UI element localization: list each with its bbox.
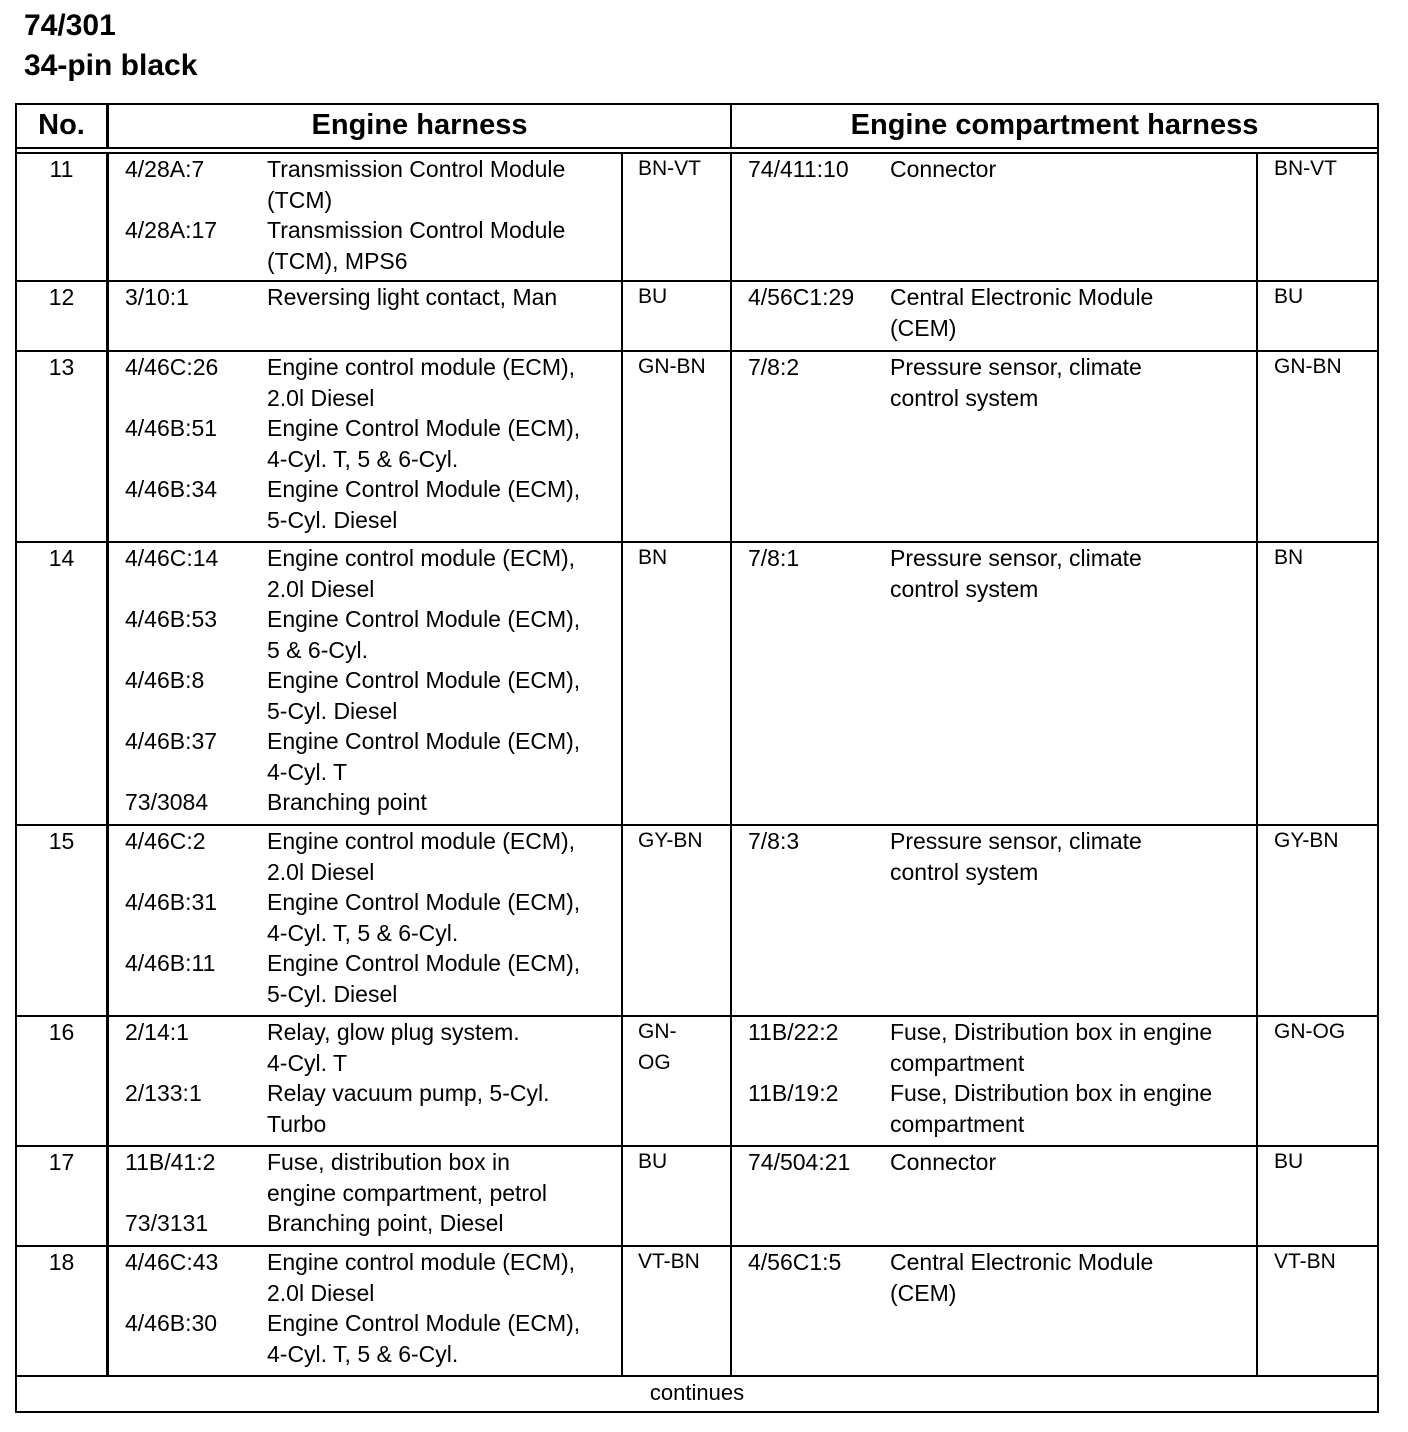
connection-code: 11B/41:2 [125,1149,216,1175]
pin-number: 13 [17,352,109,541]
connection-entry [125,413,621,474]
table-row [17,543,1377,826]
compartment-wire-color: VT-BN [1274,1250,1336,1273]
connection-description: Engine Control Module (ECM), 4-Cyl. T, 5 & 6-Cyl. [267,415,581,472]
compartment-harness-cell [732,1147,1377,1245]
compartment-wire-color: GY-BN [1274,829,1339,852]
connection-entry [125,154,621,215]
connection-description: Engine control module (ECM), 2.0l Diesel [267,354,576,411]
connection-entry [748,1247,1256,1308]
engine-wire-color: BU [638,1150,668,1173]
connection-description: Pressure sensor, climate control system [890,545,1142,602]
compartment-wire-color: BN [1274,546,1304,569]
compartment-harness-cell [732,1247,1377,1375]
connection-description: Reversing light contact, Man [267,284,558,310]
connection-description: Pressure sensor, climate control system [890,354,1142,411]
compartment-connections [732,1147,1258,1245]
connection-entry [125,1247,621,1308]
connection-code: 7/8:3 [748,828,800,854]
connection-code: 4/46B:53 [125,606,218,632]
table-footer: continues [649,1380,745,1405]
engine-harness-cell [109,154,732,280]
connection-code: 74/504:21 [748,1149,851,1175]
connection-entry [748,1147,1256,1178]
connection-code: 73/3131 [125,1210,209,1236]
connection-description: Relay, glow plug system. 4-Cyl. T [267,1019,520,1076]
compartment-connections [732,154,1258,280]
pin-number: 12 [17,282,109,350]
connection-description: Fuse, Distribution box in engine compartment [890,1019,1213,1076]
pin-number: 16 [17,1017,109,1145]
connection-code: 4/46C:43 [125,1249,219,1275]
connection-description: Pressure sensor, climate control system [890,828,1142,885]
connection-description: Transmission Control Module (TCM), MPS6 [267,217,566,274]
engine-harness-cell [109,543,732,824]
pinout-table [15,103,1379,1413]
connection-code: 4/46B:34 [125,476,218,502]
connection-code: 74/411:10 [748,156,849,182]
table-row [17,154,1377,282]
connection-description: Branching point [267,789,427,815]
engine-connections [109,826,623,1015]
pin-number: 14 [17,543,109,824]
connection-code: 4/46C:2 [125,828,206,854]
header-engine-compartment-harness: Engine compartment harness [850,109,1259,141]
document-title [24,6,197,86]
connection-entry [125,604,621,665]
connection-description: Relay vacuum pump, 5-Cyl. Turbo [267,1080,550,1137]
connection-description: Branching point, Diesel [267,1210,504,1236]
engine-harness-cell [109,826,732,1015]
compartment-wire-color: BN-VT [1274,157,1337,180]
connection-description: Engine Control Module (ECM), 5-Cyl. Diesel [267,950,581,1007]
connection-entry [748,352,1256,413]
connection-description: Engine Control Module (ECM), 5-Cyl. Diesel [267,667,581,724]
connection-entry [125,787,621,818]
connection-description: Connector [890,1149,997,1175]
pin-number: 18 [17,1247,109,1375]
engine-connections [109,543,623,824]
compartment-harness-cell [732,282,1377,350]
connector-description: 34-pin black [24,49,198,82]
engine-connections [109,1247,623,1375]
connection-entry [125,352,621,413]
compartment-harness-cell [732,352,1377,541]
connection-description: Engine Control Module (ECM), 5 & 6-Cyl. [267,606,581,663]
compartment-wire-color: BU [1274,1150,1304,1173]
compartment-connections [732,352,1258,541]
connection-description: Engine control module (ECM), 2.0l Diesel [267,545,576,602]
engine-connections [109,154,623,280]
connection-entry [125,1147,621,1208]
connector-number: 74/301 [24,9,116,42]
engine-harness-cell [109,352,732,541]
engine-wire-color: GN- OG [638,1020,677,1074]
connection-code: 7/8:1 [748,545,800,571]
connection-code: 4/46B:8 [125,667,205,693]
engine-wire-color: BU [638,285,668,308]
engine-connections [109,1147,623,1245]
connection-code: 4/46C:14 [125,545,219,571]
engine-wire-color: GY-BN [638,829,703,852]
engine-wire-color: BN [638,546,668,569]
connection-description: Engine control module (ECM), 2.0l Diesel [267,1249,576,1306]
connection-entry [125,474,621,535]
connection-code: 4/46B:51 [125,415,218,441]
connection-description: Central Electronic Module (CEM) [890,284,1154,341]
connection-entry [125,1308,621,1369]
connection-entry [125,887,621,948]
compartment-connections [732,1017,1258,1145]
header-no: No. [17,105,109,147]
engine-connections [109,1017,623,1145]
compartment-harness-cell [732,826,1377,1015]
connection-code: 4/46B:30 [125,1310,218,1336]
engine-harness-cell [109,1247,732,1375]
table-row [17,1017,1377,1147]
connection-description: Engine control module (ECM), 2.0l Diesel [267,828,576,885]
compartment-wire-color: GN-OG [1274,1020,1346,1043]
connection-code: 4/46B:31 [125,889,218,915]
header-engine-harness: Engine harness [109,105,732,147]
connection-entry [125,726,621,787]
connection-code: 4/46B:37 [125,728,218,754]
compartment-connections [732,282,1258,350]
connection-description: Connector [890,156,997,182]
engine-wire-color: BN-VT [638,157,701,180]
connection-code: 73/3084 [125,789,209,815]
connection-code: 2/133:1 [125,1080,202,1106]
connection-description: Engine Control Module (ECM), 4-Cyl. T, 5 & 6-Cyl. [267,889,581,946]
pin-number: 15 [17,826,109,1015]
connection-entry [748,282,1256,343]
table-body [17,154,1377,1377]
engine-connections [109,282,623,350]
connection-entry [125,282,621,313]
table-header [17,105,1377,149]
engine-wire-color: GN-BN [638,355,706,378]
table-row [17,826,1377,1017]
compartment-harness-cell [732,543,1377,824]
connection-code: 7/8:2 [748,354,800,380]
engine-wire-color: VT-BN [638,1250,700,1273]
table-row [17,1247,1377,1377]
connection-code: 4/46C:26 [125,354,219,380]
connection-entry [125,1078,621,1139]
connection-code: 4/56C1:29 [748,284,855,310]
connection-entry [125,665,621,726]
connection-entry [748,1017,1256,1078]
compartment-connections [732,543,1258,824]
pin-number: 11 [17,154,109,280]
connection-entry [125,543,621,604]
connection-description: Fuse, distribution box in engine compartment, petrol [267,1149,547,1206]
compartment-harness-cell [732,1017,1377,1145]
table-row [17,1147,1377,1247]
connection-entry [748,1078,1256,1139]
connection-entry [125,1208,621,1239]
compartment-wire-color: GN-BN [1274,355,1342,378]
connection-code: 4/56C1:5 [748,1249,842,1275]
connection-entry [125,1017,621,1078]
connection-description: Transmission Control Module (TCM) [267,156,566,213]
connection-code: 4/46B:11 [125,950,216,976]
connection-entry [748,543,1256,604]
connection-code: 3/10:1 [125,284,189,310]
connection-code: 11B/22:2 [748,1019,839,1045]
compartment-harness-cell [732,154,1377,280]
engine-connections [109,352,623,541]
table-row [17,352,1377,543]
table-row [17,282,1377,352]
connection-entry [748,826,1256,887]
connection-description: Engine Control Module (ECM), 4-Cyl. T, 5 & 6-Cyl. [267,1310,581,1367]
connection-description: Central Electronic Module (CEM) [890,1249,1154,1306]
engine-harness-cell [109,282,732,350]
connection-description: Engine Control Module (ECM), 4-Cyl. T [267,728,581,785]
compartment-connections [732,1247,1258,1375]
engine-harness-cell [109,1147,732,1245]
connection-code: 11B/19:2 [748,1080,839,1106]
connection-entry [125,215,621,276]
connection-description: Fuse, Distribution box in engine compartment [890,1080,1213,1137]
connection-code: 4/28A:17 [125,217,218,243]
connection-code: 4/28A:7 [125,156,205,182]
compartment-connections [732,826,1258,1015]
connection-entry [125,826,621,887]
connection-description: Engine Control Module (ECM), 5-Cyl. Diesel [267,476,581,533]
connection-code: 2/14:1 [125,1019,189,1045]
compartment-wire-color: BU [1274,285,1304,308]
connection-entry [125,948,621,1009]
connection-entry [748,154,1256,185]
pin-number: 17 [17,1147,109,1245]
engine-harness-cell [109,1017,732,1145]
